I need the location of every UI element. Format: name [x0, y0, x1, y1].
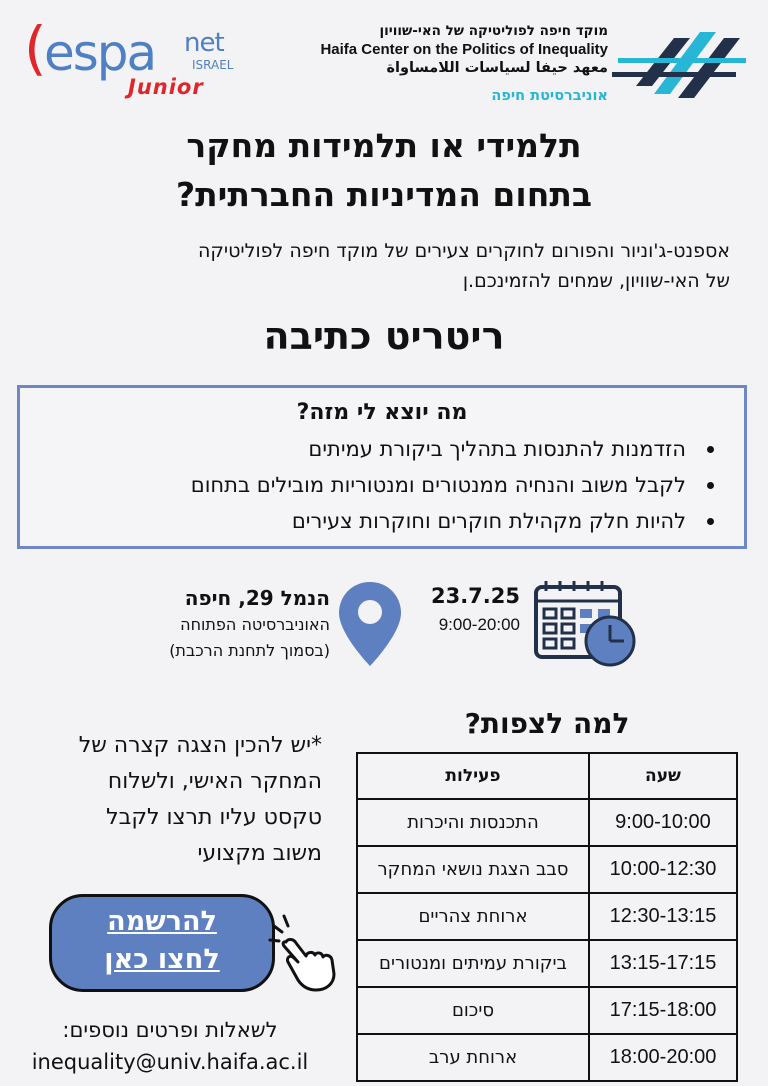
register-label-line-2[interactable]: לחצו כאן — [104, 944, 220, 975]
table-row — [357, 940, 737, 987]
espanet-junior-logo — [24, 14, 239, 108]
location-pin-icon — [336, 580, 404, 668]
university-name: אוניברסיטת חיפה — [491, 88, 608, 104]
row-time: 12:30-13:15 — [589, 893, 737, 940]
row-activity: ביקורת עמיתים ומנטורים — [357, 940, 589, 987]
haifa-center-logo — [262, 22, 608, 108]
row-activity: ארוחת ערב — [357, 1034, 589, 1081]
logo-espa-text: espa — [44, 24, 156, 82]
main-title-line-1: תלמידי או תלמידות מחקר — [186, 126, 582, 165]
event-location — [100, 584, 330, 664]
center-name-hebrew: מוקד חיפה לפוליטיקה של האי-שוויון — [379, 23, 608, 39]
table-header-row — [357, 753, 737, 799]
logo-net-text: net — [184, 28, 224, 58]
benefit-item: לקבל משוב והנחיה ממנטורים ומנטוריות מובילים בתחום — [20, 467, 686, 503]
row-time: 9:00-10:00 — [589, 799, 737, 846]
benefits-list — [20, 431, 744, 539]
intro-line-1: אספנט-ג'וניור והפורום לחוקרים צעירים של מוקד חיפה לפוליטיקה — [197, 240, 730, 262]
contact-question: לשאלות ופרטים נוספים: — [62, 1018, 278, 1042]
logo-junior-text: Junior — [128, 75, 204, 99]
table-row — [357, 987, 737, 1034]
register-button[interactable] — [49, 894, 275, 992]
main-title-line-2: בתחום המדיניות החברתית? — [175, 175, 593, 214]
contact-email[interactable]: inequality@univ.haifa.ac.il — [31, 1050, 309, 1074]
row-activity: ארוחת צהריים — [357, 893, 589, 940]
preparation-note — [40, 728, 322, 872]
row-time: 13:15-17:15 — [589, 940, 737, 987]
note-line: *יש להכין הצגה קצרה של — [78, 733, 322, 758]
center-name-english: Haifa Center on the Politics of Inequality — [320, 41, 608, 58]
register-label-line-1[interactable]: להרשמה — [107, 906, 217, 937]
table-row — [357, 893, 737, 940]
calendar-clock-icon — [530, 577, 636, 667]
schedule-table — [356, 752, 738, 1082]
table-row — [357, 1034, 737, 1081]
event-time: 9:00-20:00 — [438, 615, 520, 634]
benefits-title: מה יוצא לי מזה? — [296, 400, 468, 425]
header-activity: פעילות — [357, 753, 589, 799]
row-activity: סבב הצגת נושאי המחקר — [357, 846, 589, 893]
row-time: 18:00-20:00 — [589, 1034, 737, 1081]
note-line: משוב מקצועי — [197, 841, 322, 866]
location-note: (בסמוך לתחנת הרכבת) — [169, 641, 330, 660]
row-time: 17:15-18:00 — [589, 987, 737, 1034]
event-date: 23.7.25 — [430, 584, 520, 608]
header-time: שעה — [589, 753, 737, 799]
note-line: טקסט עליו תרצו לקבל — [106, 805, 322, 830]
location-address: הנמל 29, חיפה — [184, 586, 330, 610]
table-row — [357, 846, 737, 893]
row-time: 10:00-12:30 — [589, 846, 737, 893]
benefits-box — [17, 385, 747, 549]
row-activity: התכנסות והיכרות — [357, 799, 589, 846]
center-name-arabic: معهد حيفا لسياسات اللامساواة — [386, 60, 608, 76]
row-activity: סיכום — [357, 987, 589, 1034]
table-row — [357, 799, 737, 846]
benefit-item: להיות חלק מקהילת חוקרים וחוקרות צעירים — [20, 503, 686, 539]
pointing-hand-icon — [266, 912, 338, 992]
intro-line-2: של האי-שוויון, שמחים להזמינכם.ן — [462, 270, 730, 292]
event-name-heading: ריטריט כתיבה — [263, 314, 505, 358]
schedule-title: למה לצפות? — [464, 707, 630, 740]
location-venue: האוניברסיטה הפתוחה — [180, 615, 330, 634]
logo-paren: ( — [24, 14, 47, 82]
logo-israel-text: ISRAEL — [192, 58, 234, 72]
note-line: המחקר האישי, ולשלוח — [107, 769, 322, 794]
benefit-item: הזדמנות להתנסות בתהליך ביקורת עמיתים — [20, 431, 686, 467]
contact-info — [20, 1014, 320, 1078]
center-logo-stripes-icon — [612, 28, 752, 104]
